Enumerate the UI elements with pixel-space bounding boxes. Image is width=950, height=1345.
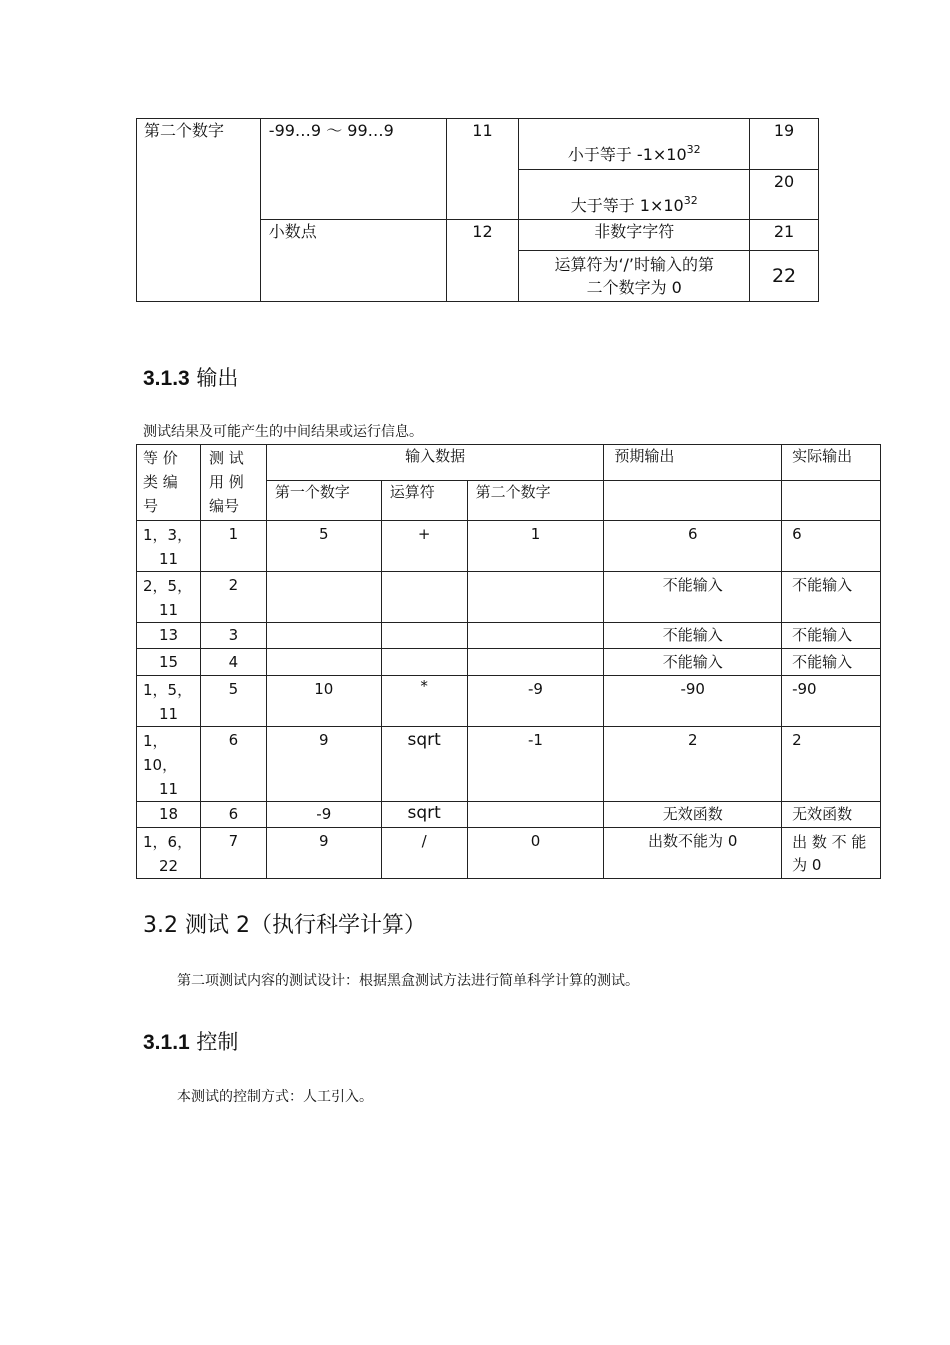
cell-text: 18: [159, 805, 179, 823]
cell-text: 4: [228, 653, 239, 671]
nondigit-cell: [519, 220, 750, 251]
input-header: [266, 445, 604, 481]
cell-text: 大于等于 1×10: [570, 196, 684, 215]
expected-cell: [604, 828, 782, 879]
actual-subheader: [782, 481, 881, 521]
range-cell: [260, 119, 446, 220]
op-cell: [381, 649, 467, 676]
cell-text: 6: [228, 731, 239, 749]
nondigit-label: 非数字字符: [594, 222, 675, 241]
heading-number: 3.1.1: [143, 1031, 190, 1054]
equiv-cell: [137, 727, 201, 802]
first-cell: [266, 802, 381, 828]
actual-cell: [782, 572, 881, 623]
case-header-line: 编号: [208, 497, 239, 515]
cell-text: 不能输入: [662, 626, 723, 644]
equiv-cell: [137, 828, 201, 879]
cell-text: -9: [316, 805, 332, 823]
equiv-header-line: 等 价: [143, 449, 178, 467]
equiv-header-line: 类 编: [143, 473, 178, 491]
nondigit-num-cell: [750, 220, 819, 251]
heading-number: 3.2: [143, 913, 178, 938]
cell-text: -90: [792, 680, 817, 698]
row-label-cell: [137, 119, 261, 302]
table-row: [137, 676, 881, 727]
expected-subheader: [604, 481, 782, 521]
cell-text: 3: [228, 626, 239, 644]
cell-text: 11: [159, 601, 179, 619]
second-header-label: 第二个数字: [475, 483, 551, 501]
cell-text: 小于等于 -1×10: [567, 145, 687, 164]
op-cell: [381, 828, 467, 879]
equiv-cell: [137, 676, 201, 727]
cell-text: 15: [159, 653, 179, 671]
le-num: 19: [773, 121, 795, 140]
expected-cell: [604, 572, 782, 623]
cell-text: 1，5，: [143, 681, 193, 699]
dot-label: 小数点: [268, 222, 317, 241]
dot-num: 12: [472, 222, 493, 241]
cell-text: 出数不能为 0: [648, 832, 738, 850]
div-zero-num: 22: [771, 265, 797, 287]
actual-cell: [782, 828, 881, 879]
second-cell: [467, 649, 604, 676]
second-cell: [467, 623, 604, 649]
cell-text: 10: [314, 680, 334, 698]
equiv-cell: [137, 623, 201, 649]
cell-text: -9: [527, 680, 543, 698]
equiv-cell: [137, 802, 201, 828]
ge-exponent: 32: [683, 194, 698, 207]
cell-text: 22: [159, 857, 179, 875]
cell-text: 不能输入: [792, 576, 853, 594]
cell-text: 6: [228, 805, 239, 823]
section-3-1-1-paragraph: 本测试的控制方式：人工引入。: [177, 1089, 373, 1105]
table-row: [137, 521, 881, 572]
input-header-label: 输入数据: [405, 447, 466, 465]
equivalence-class-table: [136, 118, 819, 302]
second-cell: [467, 521, 604, 572]
cell-text: 2，5，: [143, 577, 193, 595]
cell-text: 1，6，: [143, 833, 193, 851]
second-cell: [467, 572, 604, 623]
ge-num-cell: [750, 170, 819, 220]
op-header-label: 运算符: [389, 483, 435, 501]
cell-text: -90: [680, 680, 705, 698]
case-header: [200, 445, 266, 521]
first-cell: [266, 623, 381, 649]
equiv-cell: [137, 572, 201, 623]
cell-text: 为 0: [792, 856, 822, 874]
section-3-2-paragraph: 第二项测试内容的测试设计：根据黑盒测试方法进行简单科学计算的测试。: [177, 973, 639, 989]
cell-text: 6: [792, 525, 802, 543]
test-output-table: [136, 444, 881, 879]
le-num-cell: [750, 119, 819, 170]
range-num-cell: [446, 119, 519, 220]
second-cell: [467, 802, 604, 828]
case-cell: [200, 649, 266, 676]
cell-text: 2: [228, 576, 239, 594]
div-zero-cell: [519, 251, 750, 302]
expected-cell: [604, 676, 782, 727]
first-header: [266, 481, 381, 521]
case-cell: [200, 572, 266, 623]
second-cell: [467, 727, 604, 802]
cell-text: 1: [228, 525, 239, 543]
div-zero-line2: 二个数字为 0: [586, 278, 682, 297]
cell-text: 5: [228, 680, 239, 698]
first-cell: [266, 828, 381, 879]
first-cell: [266, 727, 381, 802]
actual-header: [782, 445, 881, 481]
equiv-cell: [137, 521, 201, 572]
cell-text: 不能输入: [662, 653, 723, 671]
dot-num-cell: [446, 220, 519, 302]
table-row: [137, 828, 881, 879]
heading-title: 测试 2（执行科学计算）: [185, 913, 426, 938]
cell-text: 9: [319, 832, 329, 850]
cell-text: 0: [530, 832, 541, 850]
cell-text: 7: [228, 832, 239, 850]
table-row: [137, 727, 881, 802]
heading-3-1-3: [143, 362, 238, 392]
op-cell: [381, 802, 467, 828]
op-cell: [381, 727, 467, 802]
case-header-line: 测 试: [208, 449, 244, 467]
actual-header-label: 实际输出: [792, 447, 853, 465]
cell-text: 5: [319, 525, 329, 543]
equiv-header-line: 号: [143, 497, 159, 515]
cell-text: *: [420, 677, 428, 695]
cell-text: 1: [530, 525, 541, 543]
ge-text: [519, 170, 749, 216]
div-zero-num-cell: [750, 251, 819, 302]
op-cell: [381, 572, 467, 623]
expected-cell: [604, 521, 782, 572]
heading-title: 输出: [196, 366, 239, 390]
cell-text: 11: [159, 705, 179, 723]
heading-3-1-1: [143, 1026, 238, 1056]
row-label: 第二个数字: [144, 121, 225, 140]
expected-header: [604, 445, 782, 481]
first-cell: [266, 572, 381, 623]
expected-header-label: 预期输出: [614, 447, 675, 465]
table-row: [137, 802, 881, 828]
cell-text: 不能输入: [792, 626, 853, 644]
heading-title: 控制: [196, 1030, 239, 1054]
expected-cell: [604, 802, 782, 828]
first-cell: [266, 676, 381, 727]
first-cell: [266, 521, 381, 572]
cell-text: 13: [159, 626, 179, 644]
cell-text: 1，3，: [143, 526, 193, 544]
table-row: [137, 623, 881, 649]
cell-text: 出 数 不 能: [792, 833, 867, 851]
op-header: [381, 481, 467, 521]
heading-number: 3.1.3: [143, 367, 190, 390]
second-header: [467, 481, 604, 521]
dot-cell: [260, 220, 446, 302]
case-cell: [200, 521, 266, 572]
case-header-line: 用 例: [208, 473, 244, 491]
actual-cell: [782, 676, 881, 727]
cell-text: 1，10，: [143, 732, 178, 774]
cell-text: /: [421, 832, 427, 850]
expected-cell: [604, 649, 782, 676]
cell-text: +: [417, 525, 431, 543]
op-cell: [381, 676, 467, 727]
cell-text: 无效函数: [662, 805, 723, 823]
le-exponent: 32: [686, 143, 701, 156]
nondigit-num: 21: [773, 222, 795, 241]
cell-text: 11: [159, 550, 179, 568]
div-zero-line1: 运算符为‘/’时输入的第: [554, 255, 715, 274]
case-cell: [200, 828, 266, 879]
equiv-cell: [137, 649, 201, 676]
op-cell: [381, 623, 467, 649]
case-cell: [200, 623, 266, 649]
cell-text: sqrt: [407, 730, 441, 750]
cell-text: -1: [527, 731, 543, 749]
case-cell: [200, 802, 266, 828]
first-header-label: 第一个数字: [274, 483, 350, 501]
actual-cell: [782, 623, 881, 649]
cell-text: 无效函数: [792, 805, 853, 823]
second-cell: [467, 828, 604, 879]
op-cell: [381, 521, 467, 572]
ge-cell: [519, 170, 750, 220]
second-cell: [467, 676, 604, 727]
range-num: 11: [472, 121, 493, 140]
range-value: -99…9 ～ 99…9: [268, 121, 394, 140]
case-cell: [200, 727, 266, 802]
first-cell: [266, 649, 381, 676]
equiv-header: [137, 445, 201, 521]
actual-cell: [782, 521, 881, 572]
cell-text: 不能输入: [792, 653, 853, 671]
expected-cell: [604, 727, 782, 802]
cell-text: sqrt: [407, 803, 441, 823]
expected-cell: [604, 623, 782, 649]
heading-3-2: [143, 908, 426, 939]
cell-text: 9: [319, 731, 329, 749]
cell-text: 2: [687, 731, 698, 749]
cell-text: 不能输入: [662, 576, 723, 594]
output-description: 测试结果及可能产生的中间结果或运行信息。: [143, 424, 423, 440]
le-text: [519, 119, 749, 165]
cell-text: 6: [687, 525, 698, 543]
ge-num: 20: [773, 172, 795, 191]
table-row: [137, 649, 881, 676]
actual-cell: [782, 727, 881, 802]
table-row: [137, 572, 881, 623]
le-cell: [519, 119, 750, 170]
cell-text: 11: [159, 780, 179, 798]
cell-text: 2: [792, 731, 802, 749]
actual-cell: [782, 649, 881, 676]
actual-cell: [782, 802, 881, 828]
case-cell: [200, 676, 266, 727]
